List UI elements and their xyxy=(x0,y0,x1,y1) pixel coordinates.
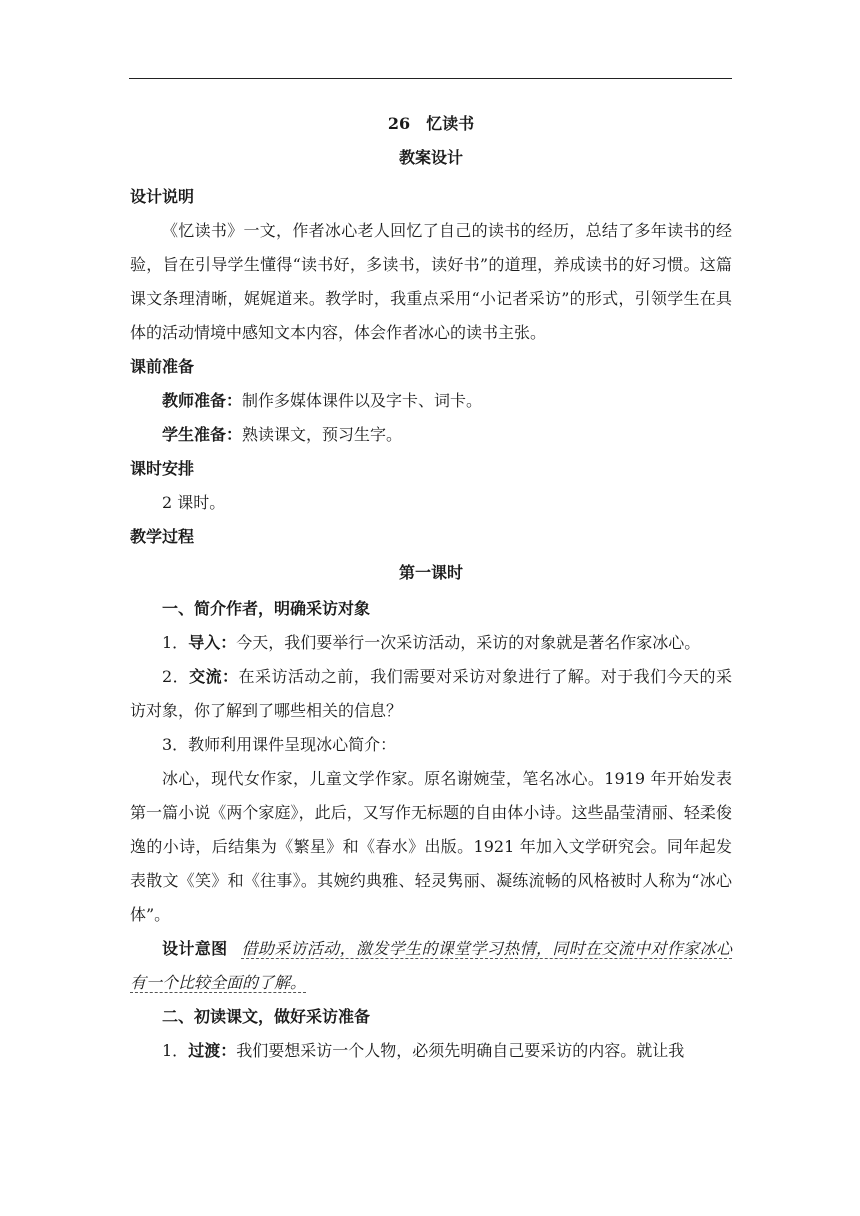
item-text: 在采访活动之前，我们需要对采访对象进行了解。对于我们今天的采访对象，你了解到了哪些相关的信息？ xyxy=(130,667,732,720)
item-label: 交流： xyxy=(189,667,239,686)
item-text: 今天，我们要举行一次采访活动，采访的对象就是著名作家冰心。 xyxy=(236,633,701,652)
design-note-paragraph: 《忆读书》一文，作者冰心老人回忆了自己的读书的经历，总结了多年读书的经验，旨在引导学生懂得“读书好，多读书，读好书”的道理，养成读书的好习惯。这篇课文条理清晰，娓娓道来。教学时，我重点采用“小记者采访”的形式，引领学生在具体的活动情境中感知文本内容，体会作者冰心的读书主张。 xyxy=(130,221,732,342)
item-number: 1． xyxy=(162,1041,189,1060)
author-bio-paragraph: 冰心，现代女作家，儿童文学作家。原名谢婉莹，笔名冰心。1919 年开始发表第一篇小说《两个家庭》，此后，又写作无标题的自由体小诗。这些晶莹清丽、轻柔俊逸的小诗，后结集为《繁星》和《春水》出版。1921 年加入文学研究会。同年起发表散文《笑》和《往事》。其婉约典雅、轻灵隽丽、凝练流畅的风格被时人称为“冰心体”。 xyxy=(130,769,732,924)
student-prep-label: 学生准备： xyxy=(162,425,243,444)
part-one-heading: 一、简介作者，明确采访对象 xyxy=(162,599,371,618)
header-rule xyxy=(129,78,732,79)
item-label: 过渡： xyxy=(188,1041,237,1060)
part-one-item-2 xyxy=(130,660,732,728)
document-body xyxy=(130,108,732,1068)
item-number: 1． xyxy=(162,633,189,652)
lesson-one-title: 第一课时 xyxy=(398,563,463,582)
item-label: 导入： xyxy=(188,633,237,652)
item-number: 2． xyxy=(162,667,190,686)
student-prep-text: 熟读课文，预习生字。 xyxy=(242,425,403,444)
lesson-title: 26 忆读书 xyxy=(387,114,475,133)
part-two-item-1 xyxy=(130,1034,732,1068)
student-prep-paragraph xyxy=(130,418,732,452)
document-subtitle: 教案设计 xyxy=(398,148,463,167)
part-one-item-1 xyxy=(130,626,732,660)
part-two-heading: 二、初读课文，做好采访准备 xyxy=(162,1007,371,1026)
teacher-prep-paragraph xyxy=(130,384,732,418)
section-heading-process: 教学过程 xyxy=(130,527,195,546)
teacher-prep-label: 教师准备： xyxy=(162,391,243,410)
schedule-text: 2 课时。 xyxy=(162,493,226,512)
section-heading-schedule: 课时安排 xyxy=(130,459,195,478)
item-text: 我们要想采访一个人物，必须先明确自己要采访的内容。就让我 xyxy=(236,1041,685,1060)
design-intent-text: 借助采访活动，激发学生的课堂学习热情，同时在交流中对作家冰心有一个比较全面的了解。 xyxy=(130,939,732,992)
part-one-item-3: 3．教师利用课件呈现冰心简介： xyxy=(162,735,397,754)
section-heading-prep: 课前准备 xyxy=(130,357,195,376)
teacher-prep-text: 制作多媒体课件以及字卡、词卡。 xyxy=(242,391,483,410)
design-intent-label: 设计意图 xyxy=(162,939,228,958)
design-intent xyxy=(130,932,732,1000)
section-heading-design-note: 设计说明 xyxy=(130,187,195,206)
